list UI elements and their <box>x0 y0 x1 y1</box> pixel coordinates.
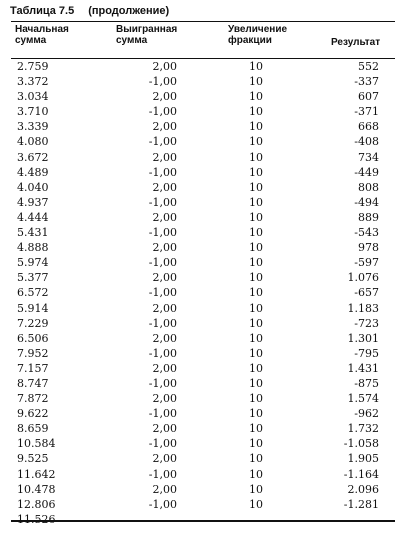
cell-start-sum: 5.377 <box>17 271 49 285</box>
cell-result: 1.076 <box>347 271 379 285</box>
cell-result: -337 <box>354 75 379 89</box>
cell-won-sum: -1,00 <box>148 467 177 481</box>
cell-start-sum: 4.937 <box>17 195 49 209</box>
cell-won-sum: 2,00 <box>152 271 177 285</box>
table-row <box>11 180 395 195</box>
cell-fraction-increase: 10 <box>249 497 263 511</box>
cell-fraction-increase: 10 <box>249 271 263 285</box>
cell-result: -597 <box>354 256 379 270</box>
cell-result: -1.164 <box>343 467 379 481</box>
cell-won-sum: 2,00 <box>152 180 177 194</box>
cell-result: 1.183 <box>347 301 379 315</box>
table-row <box>11 346 395 361</box>
table-row <box>11 104 395 119</box>
table-title: Таблица 7.5 <box>10 5 75 17</box>
cell-won-sum: 2,00 <box>152 120 177 134</box>
cell-won-sum: 2,00 <box>152 452 177 466</box>
cell-start-sum: 8.659 <box>17 422 49 436</box>
cell-start-sum: 3.372 <box>17 75 49 89</box>
cell-won-sum: -1,00 <box>148 75 177 89</box>
cell-result: -1.058 <box>343 437 379 451</box>
cell-result: 1.431 <box>347 361 379 375</box>
cell-start-sum: 8.747 <box>17 376 49 390</box>
cell-start-sum: 5.974 <box>17 256 49 270</box>
cell-result: 889 <box>358 210 379 224</box>
cell-won-sum: 2,00 <box>152 361 177 375</box>
cell-start-sum: 5.431 <box>17 226 49 240</box>
table-row <box>11 406 395 421</box>
table-row <box>11 361 395 376</box>
table-row <box>11 421 395 436</box>
cell-fraction-increase: 10 <box>249 75 263 89</box>
cell-won-sum: 2,00 <box>152 392 177 406</box>
cell-fraction-increase: 10 <box>249 120 263 134</box>
cell-start-sum: 3.710 <box>17 105 49 119</box>
cell-result: -875 <box>354 376 379 390</box>
cell-fraction-increase: 10 <box>249 90 263 104</box>
cell-fraction-increase: 10 <box>249 346 263 360</box>
cell-won-sum: -1,00 <box>148 407 177 421</box>
cell-result: 668 <box>358 120 379 134</box>
cell-won-sum: 2,00 <box>152 301 177 315</box>
cell-result: -449 <box>354 165 379 179</box>
cell-start-sum: 9.622 <box>17 407 49 421</box>
cell-start-sum: 7.157 <box>17 361 49 375</box>
cell-result: 607 <box>358 90 379 104</box>
cell-fraction-increase: 10 <box>249 241 263 255</box>
cell-fraction-increase: 10 <box>249 256 263 270</box>
table-row <box>11 467 395 482</box>
header-start-sum-line1: Начальная <box>15 24 69 35</box>
table-row <box>11 255 395 270</box>
cell-won-sum: -1,00 <box>148 346 177 360</box>
table-row <box>11 376 395 391</box>
cell-start-sum: 3.339 <box>17 120 49 134</box>
top-rule <box>11 21 395 22</box>
cell-result: -408 <box>354 135 379 149</box>
cell-won-sum: -1,00 <box>148 376 177 390</box>
cell-fraction-increase: 10 <box>249 437 263 451</box>
header-start-sum-line2: сумма <box>15 35 47 46</box>
cell-fraction-increase: 10 <box>249 482 263 496</box>
cell-fraction-increase: 10 <box>249 376 263 390</box>
table-row <box>11 316 395 331</box>
cell-start-sum: 5.914 <box>17 301 49 315</box>
cell-result: 734 <box>358 150 379 164</box>
cell-fraction-increase: 10 <box>249 210 263 224</box>
cell-won-sum: -1,00 <box>148 497 177 511</box>
table-row <box>11 210 395 225</box>
cell-result: 978 <box>358 241 379 255</box>
table-row <box>11 119 395 134</box>
cell-start-sum: 6.572 <box>17 286 49 300</box>
header-fraction-increase <box>228 24 308 58</box>
header-fraction-increase-line1: Увеличение <box>228 24 288 35</box>
cell-start-sum: 2.759 <box>17 60 49 73</box>
cell-start-sum: 4.489 <box>17 165 49 179</box>
header-fraction-increase-line2: фракции <box>228 35 272 46</box>
cell-fraction-increase: 10 <box>249 165 263 179</box>
cell-fraction-increase: 10 <box>249 135 263 149</box>
cell-fraction-increase: 10 <box>249 195 263 209</box>
cell-start-sum: 4.444 <box>17 210 49 224</box>
table-row <box>11 225 395 240</box>
table-row <box>11 285 395 300</box>
cell-won-sum: 2,00 <box>152 482 177 496</box>
cell-won-sum: -1,00 <box>148 437 177 451</box>
cell-fraction-increase: 10 <box>249 407 263 421</box>
cell-result: 1.732 <box>347 422 379 436</box>
cell-result: 1.905 <box>347 452 379 466</box>
cell-result: -657 <box>354 286 379 300</box>
table-row <box>11 451 395 466</box>
cell-won-sum: -1,00 <box>148 226 177 240</box>
cell-fraction-increase: 10 <box>249 392 263 406</box>
cell-fraction-increase: 10 <box>249 60 263 73</box>
table-row <box>11 497 395 512</box>
table-row <box>11 195 395 210</box>
cell-result: 1.301 <box>347 331 379 345</box>
cell-won-sum: 2,00 <box>152 241 177 255</box>
cell-start-sum: 3.672 <box>17 150 49 164</box>
cell-start-sum: 10.478 <box>17 482 56 496</box>
header-result-line1: Результат <box>331 37 381 48</box>
cell-fraction-increase: 10 <box>249 452 263 466</box>
cell-won-sum: -1,00 <box>148 286 177 300</box>
cell-result: 552 <box>358 60 379 73</box>
table-row <box>11 436 395 451</box>
cell-result: 2.096 <box>347 482 379 496</box>
cell-fraction-increase: 10 <box>249 331 263 345</box>
cell-won-sum: 2,00 <box>152 331 177 345</box>
cell-won-sum: -1,00 <box>148 256 177 270</box>
cell-fraction-increase: 10 <box>249 286 263 300</box>
cell-fraction-increase: 10 <box>249 361 263 375</box>
cell-fraction-increase: 10 <box>249 150 263 164</box>
cell-fraction-increase: 10 <box>249 467 263 481</box>
header-won-sum <box>116 24 186 58</box>
cell-won-sum: 2,00 <box>152 210 177 224</box>
cell-won-sum: 2,00 <box>152 422 177 436</box>
table-continuation-note: (продолжение) <box>88 5 170 17</box>
cell-result: -543 <box>354 226 379 240</box>
cell-fraction-increase: 10 <box>249 316 263 330</box>
cell-start-sum: 4.080 <box>17 135 49 149</box>
cell-result: -962 <box>354 407 379 421</box>
cell-result: 1.574 <box>347 392 379 406</box>
cell-fraction-increase: 10 <box>249 180 263 194</box>
table-row <box>11 301 395 316</box>
cell-fraction-increase: 10 <box>249 301 263 315</box>
cell-won-sum: -1,00 <box>148 165 177 179</box>
cell-won-sum: -1,00 <box>148 105 177 119</box>
header-won-sum-line2: сумма <box>116 35 148 46</box>
cell-start-sum: 12.806 <box>17 497 56 511</box>
cell-won-sum: 2,00 <box>152 150 177 164</box>
table-row <box>11 331 395 346</box>
cell-won-sum: -1,00 <box>148 316 177 330</box>
cell-start-sum: 7.872 <box>17 392 49 406</box>
header-start-sum <box>15 24 85 58</box>
cell-won-sum: -1,00 <box>148 195 177 209</box>
cell-result: -494 <box>354 195 379 209</box>
cell-start-sum: 7.952 <box>17 346 49 360</box>
cell-result: -371 <box>354 105 379 119</box>
bottom-rule <box>11 520 395 522</box>
header-won-sum-line1: Выигранная <box>116 24 178 35</box>
cell-start-sum: 11.642 <box>17 467 56 481</box>
cell-start-sum: 10.584 <box>17 437 56 451</box>
cell-result: 808 <box>358 180 379 194</box>
table-body <box>11 59 395 527</box>
cell-result: -795 <box>354 346 379 360</box>
table-row <box>11 165 395 180</box>
table-row <box>11 391 395 406</box>
table-row <box>11 240 395 255</box>
cell-start-sum: 4.888 <box>17 241 49 255</box>
table-row <box>11 59 395 74</box>
table-row <box>11 74 395 89</box>
table-row <box>11 89 395 104</box>
table-row <box>11 270 395 285</box>
cell-result: -723 <box>354 316 379 330</box>
table-caption <box>10 2 169 20</box>
cell-start-sum: 3.034 <box>17 90 49 104</box>
cell-won-sum: 2,00 <box>152 90 177 104</box>
table-row <box>11 482 395 497</box>
cell-start-sum: 7.229 <box>17 316 49 330</box>
cell-won-sum: -1,00 <box>148 135 177 149</box>
cell-start-sum: 9.525 <box>17 452 49 466</box>
cell-won-sum: 2,00 <box>152 60 177 73</box>
table-row <box>11 134 395 149</box>
cell-fraction-increase: 10 <box>249 105 263 119</box>
cell-fraction-increase: 10 <box>249 422 263 436</box>
cell-fraction-increase: 10 <box>249 226 263 240</box>
cell-start-sum: 4.040 <box>17 180 49 194</box>
cell-result: -1.281 <box>343 497 379 511</box>
table-row <box>11 150 395 165</box>
cell-start-sum: 6.506 <box>17 331 49 345</box>
